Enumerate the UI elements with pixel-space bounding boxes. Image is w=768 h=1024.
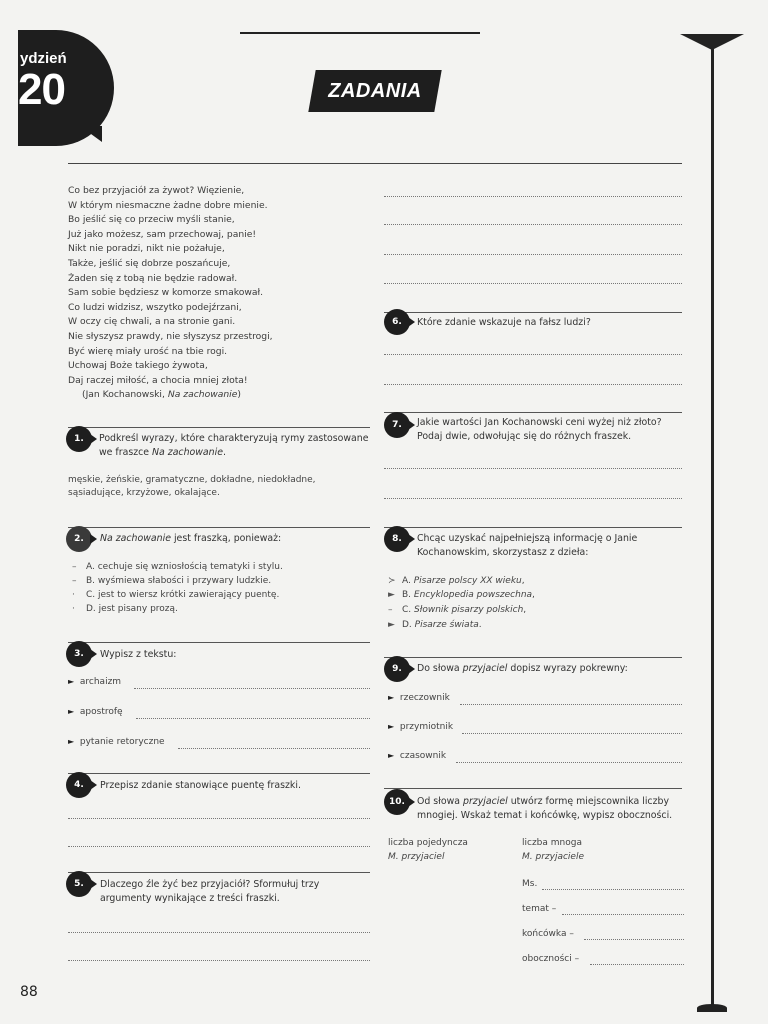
task-number-8: 8. (384, 526, 410, 552)
field-label: końcówka – (522, 929, 574, 939)
source-end: ) (237, 389, 241, 401)
task-8-option[interactable]: – C. Słownik pisarzy polskich, (388, 605, 527, 615)
answer-line[interactable] (462, 733, 682, 734)
top-rule (240, 32, 480, 34)
singular-value: M. przyjaciel (388, 852, 445, 862)
task-3-item (68, 737, 165, 747)
field-label: Ms. (522, 879, 538, 889)
source-author: (Jan Kochanowski, (82, 389, 168, 401)
poem-line: Co bez przyjaciół za żywot? Więzienie, (68, 185, 245, 196)
task-divider (384, 527, 682, 528)
answer-line[interactable] (384, 224, 682, 225)
option-text: A. cechuje się wzniosłością tematyki i stylu. (86, 562, 283, 572)
task-3-item (68, 707, 123, 717)
task-10-end: utwórz formę miejscownika liczby mnogiej. Wskaż temat i końcówkę, wypisz oboczności. (417, 796, 673, 821)
answer-line[interactable] (384, 196, 682, 197)
field-label: oboczności – (522, 954, 580, 964)
answer-line[interactable] (562, 914, 684, 915)
badge-tail (80, 126, 102, 142)
margin-pillar (711, 40, 714, 1012)
poem-line: W którym niesmaczne żadne dobre mienie. (68, 199, 268, 211)
task-number-10: 10. (384, 789, 410, 815)
task-number-1: 1. (66, 426, 92, 452)
arrow-icon: ► (388, 751, 395, 760)
poem-line: Daj raczej miłość, a chocia mniej złota! (68, 374, 248, 386)
task-2-option[interactable]: – B. wyśmiewa słabości i przywary ludzkie. (72, 576, 272, 586)
task-number-6: 6. (384, 309, 410, 335)
poem-line: W oczy cię chwali, a na stronie gani. (68, 316, 236, 328)
poem-source (68, 388, 368, 403)
task-2-question (100, 532, 370, 546)
answer-line[interactable] (384, 354, 682, 355)
task-9-end: dopisz wyrazy pokrewny: (507, 663, 628, 674)
task-divider (384, 657, 682, 658)
item-label: przymiotnik (399, 722, 454, 732)
poem-line: Bo jeślić się co przeciw myśli stanie, (68, 214, 235, 226)
page-number: 88 (20, 984, 38, 1000)
task-number-2: 2. (66, 526, 92, 552)
task-3-question: Wypisz z tekstu: (100, 649, 177, 660)
week-label: ydzień (20, 50, 67, 67)
arrow-icon: ► (68, 737, 75, 746)
task-8-question: Chcąc uzyskać najpełniejszą informację o Janie Kochanowskim, skorzystasz z dzieła: (417, 533, 638, 558)
task-8-option[interactable]: ► B. Encyklopedia powszechna, (388, 590, 535, 600)
answer-line[interactable] (384, 254, 682, 255)
field-label: temat – (522, 904, 557, 914)
task-9-item (388, 693, 450, 703)
answer-line[interactable] (136, 718, 370, 719)
item-label: pytanie retoryczne (79, 737, 165, 747)
option-letter: C. (402, 605, 412, 615)
task-10-text: Od słowa (417, 796, 463, 807)
poem-line: Być wierę miały urość na tbie rogi. (68, 345, 228, 357)
option-text: B. wyśmiewa słabości i przywary ludzkie. (86, 576, 272, 586)
task-divider (68, 427, 370, 428)
task-9-italic: przyjaciel (462, 663, 508, 674)
task-number-4: 4. (66, 772, 92, 798)
poem (68, 184, 368, 403)
task-2-text: jest fraszką, ponieważ: (170, 533, 282, 544)
arrow-icon: ► (388, 722, 395, 731)
task-number-9: 9. (384, 656, 410, 682)
poem-line: Co ludzi widzisz, wszytko podejźrzani, (68, 301, 242, 313)
poem-line: Żaden się z tobą nie będzie radował. (68, 272, 238, 284)
poem-line: Już jako możesz, sam przechowaj, panie! (68, 228, 257, 240)
task-divider (384, 788, 682, 789)
task-1-italic: Na zachowanie (152, 447, 223, 458)
answer-line[interactable] (542, 889, 684, 890)
poem-line: Nie słyszysz prawdy, nie słyszysz przestrogi, (68, 330, 273, 342)
option-title: Encyklopedia powszechna (413, 590, 533, 600)
task-2-option[interactable]: – A. cechuje się wzniosłością tematyki i stylu. (72, 562, 283, 572)
plural-value: M. przyjaciele (522, 852, 584, 862)
answer-line[interactable] (68, 932, 370, 933)
answer-line[interactable] (456, 762, 682, 763)
option-letter: D. (402, 620, 412, 630)
answer-line[interactable] (178, 748, 370, 749)
task-8-option[interactable]: ► D. Pisarze świata. (388, 620, 482, 630)
poem-line: Sam sobie będziesz w komorze smakował. (68, 287, 264, 299)
task-10-italic: przyjaciel (463, 796, 508, 807)
page-title: ZADANIA (328, 80, 422, 102)
task-number-7: 7. (384, 412, 410, 438)
pillar-base (697, 1004, 727, 1012)
task-9-text: Do słowa (417, 663, 463, 674)
task-10-question (417, 795, 685, 823)
task-number-5: 5. (66, 871, 92, 897)
answer-line[interactable] (384, 283, 682, 284)
answer-line[interactable] (384, 498, 682, 499)
task-8-option[interactable]: ≻ A. Pisarze polscy XX wieku, (388, 576, 525, 586)
answer-line[interactable] (134, 688, 370, 689)
task-6-question: Które zdanie wskazuje na fałsz ludzi? (417, 317, 591, 328)
option-title: Słownik pisarzy polskich (414, 605, 524, 615)
source-title: Na zachowanie (167, 389, 238, 401)
poem-line: Uchowaj Boże takiego żywota, (68, 360, 208, 372)
option-letter: B. (402, 590, 412, 600)
item-label: czasownik (399, 751, 447, 761)
task-4-question: Przepisz zdanie stanowiące puentę fraszki. (100, 780, 301, 791)
task-divider (68, 527, 370, 528)
task-1-end: . (223, 447, 226, 458)
task-2-italic: Na zachowanie (100, 533, 171, 544)
task-2-option[interactable]: · D. jest pisany prozą. (72, 604, 178, 614)
plural-header: liczba mnoga (522, 838, 582, 848)
task-2-option[interactable]: · C. jest to wiersz krótki zawierający puentę. (72, 590, 280, 600)
arrow-icon: ► (388, 693, 395, 702)
task-divider (68, 773, 370, 774)
week-number: 20 (18, 65, 65, 114)
answer-line[interactable] (68, 960, 370, 961)
item-label: apostrofę (79, 707, 123, 717)
option-title: Pisarze świata (414, 620, 479, 630)
task-1-text: Podkreśl wyrazy, które charakteryzują rymy zastosowane we fraszce (99, 433, 369, 458)
answer-line[interactable] (68, 846, 370, 847)
main-divider (68, 163, 682, 164)
task-1-question (99, 432, 369, 460)
answer-line[interactable] (584, 939, 684, 940)
answer-line[interactable] (384, 468, 682, 469)
task-5-question: Dlaczego źle żyć bez przyjaciół? Sformułuj trzy argumenty wynikające z treści fraszki. (100, 879, 320, 904)
arrow-icon: ► (68, 707, 75, 716)
answer-line[interactable] (590, 964, 684, 965)
task-divider (384, 312, 682, 313)
option-text: C. jest to wiersz krótki zawierający puentę. (86, 590, 280, 600)
answer-line[interactable] (460, 704, 682, 705)
task-divider (68, 642, 370, 643)
option-letter: A. (402, 576, 411, 586)
task-divider (68, 872, 370, 873)
poem-line: Także, jeślić się dobrze poszańcuje, (68, 257, 231, 269)
task-9-item (388, 722, 453, 732)
task-number-3: 3. (66, 641, 92, 667)
answer-line[interactable] (384, 384, 682, 385)
item-label: rzeczownik (399, 693, 450, 703)
answer-line[interactable] (68, 818, 370, 819)
task-3-item (68, 677, 121, 687)
task-9-question (417, 662, 682, 676)
task-divider (384, 412, 682, 413)
option-text: D. jest pisany prozą. (86, 604, 178, 614)
task-9-item (388, 751, 446, 761)
item-label: archaizm (79, 677, 122, 687)
task-1-options[interactable]: męskie, żeńskie, gramatyczne, dokładne, niedokładne, sąsiadujące, krzyżowe, okalające. (68, 475, 316, 498)
singular-header: liczba pojedyncza (388, 838, 468, 848)
option-title: Pisarze polscy XX wieku (413, 576, 522, 586)
poem-line: Nikt nie poradzi, nikt nie pożałuje, (68, 243, 225, 255)
arrow-icon: ► (68, 677, 75, 686)
task-7-question: Jakie wartości Jan Kochanowski ceni wyżej niż złoto? Podaj dwie, odwołując się do różnych fraszek. (417, 417, 662, 442)
